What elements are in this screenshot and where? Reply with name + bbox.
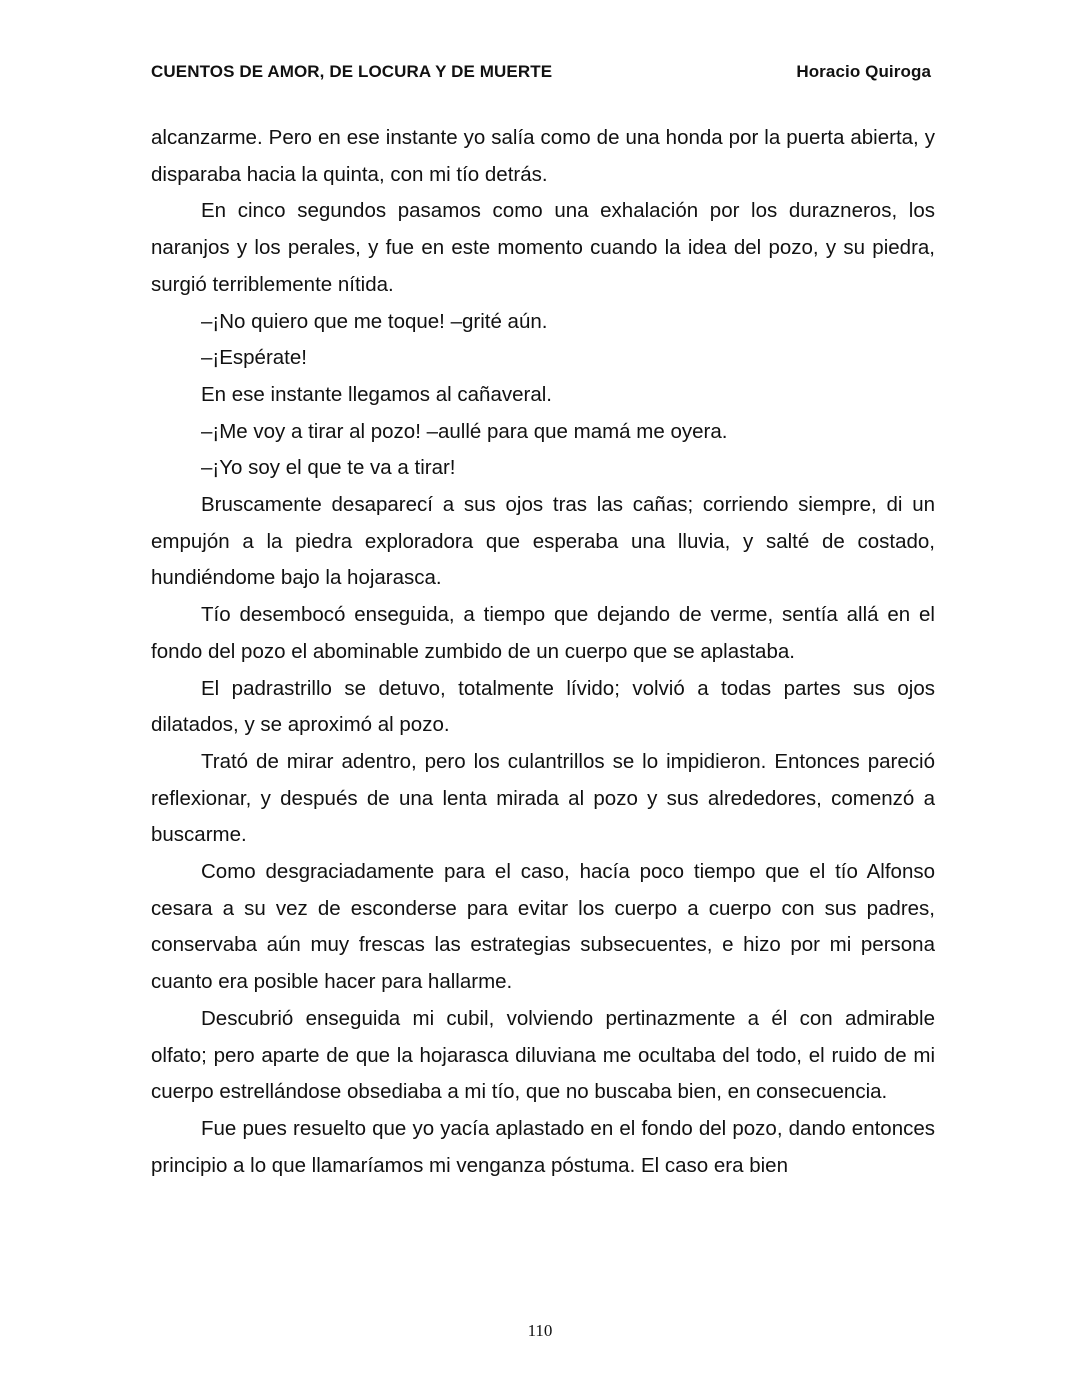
paragraph: Trató de mirar adentro, pero los culantrillos se lo impidieron. Entonces pareció reflexionar, y después de una lenta mirada al pozo y sus alrededores, comenzó a buscarme. [151,749,935,847]
page-number: 110 [527,1321,553,1340]
dialogue-line: –¡Me voy a tirar al pozo! –aullé para que mamá me oyera. [201,419,728,443]
paragraph: Como desgraciadamente para el caso, hacía poco tiempo que el tío Alfonso cesara a su vez de esconderse para evitar los cuerpo a cuerpo con sus padres, conservaba aún muy frescas las estrategias subsecuentes, e hizo por mi persona cuanto era posible hacer para hallarme. [151,860,935,994]
author-name: Horacio Quiroga [796,62,931,81]
paragraph: En ese instante llegamos al cañaveral. [201,382,552,406]
dialogue-line: –¡Espérate! [201,346,307,370]
page-header [151,62,931,86]
body-text [151,120,935,1184]
dialogue-line: –¡No quiero que me toque! –grité aún. [201,309,548,333]
paragraph: alcanzarme. Pero en ese instante yo salía como de una honda por la puerta abierta, y disparaba hacia la quinta, con mi tío detrás. [151,126,935,186]
paragraph: Bruscamente desaparecí a sus ojos tras las cañas; corriendo siempre, di un empujón a la piedra exploradora que esperaba una lluvia, y salté de costado, hundiéndome bajo la hojarasca. [151,493,935,590]
book-title: CUENTOS DE AMOR, DE LOCURA Y DE MUERTE [151,62,553,81]
paragraph: En cinco segundos pasamos como una exhalación por los durazneros, los naranjos y los perales, y fue en este momento cuando la idea del pozo, y su piedra, surgió terriblemente nítida. [151,199,935,296]
paragraph: Fue pues resuelto que yo yacía aplastado en el fondo del pozo, dando entonces principio a lo que llamaríamos mi venganza póstuma. El caso era bien [151,1116,935,1177]
paragraph: Descubrió enseguida mi cubil, volviendo pertinazmente a él con admirable olfato; pero aparte de que la hojarasca diluviana me ocultaba del todo, el ruido de mi cuerpo estrellándose obsediaba a mi tío, que no buscaba bien, en consecuencia. [151,1006,935,1104]
dialogue-line: –¡Yo soy el que te va a tirar! [201,456,456,480]
paragraph: Tío desembocó enseguida, a tiempo que dejando de verme, sentía allá en el fondo del pozo el abominable zumbido de un cuerpo que se aplastaba. [151,603,935,663]
paragraph: El padrastrillo se detuvo, totalmente lívido; volvió a todas partes sus ojos dilatados, y se aproximó al pozo. [151,676,935,737]
